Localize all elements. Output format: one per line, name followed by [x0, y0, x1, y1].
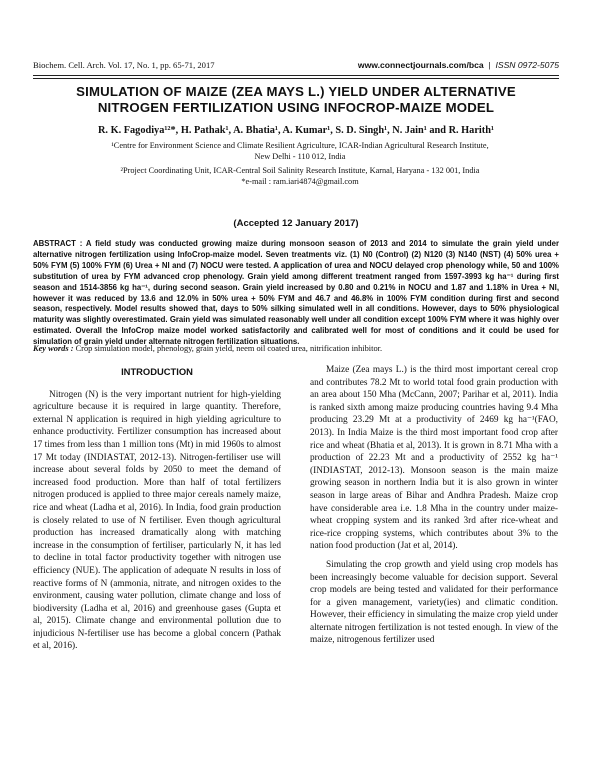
column-left — [33, 364, 281, 653]
issn: ISSN 0972-5075 — [495, 60, 559, 70]
affiliation-2 — [60, 166, 540, 187]
section-heading-introduction: INTRODUCTION — [121, 366, 193, 377]
header-rule-thin — [33, 78, 559, 79]
paper-title — [33, 84, 559, 116]
title-line-1: SIMULATION OF MAIZE (ZEA MAYS L.) YIELD UNDER ALTERNATIVE — [76, 84, 516, 99]
keywords — [33, 344, 559, 353]
affiliation-1-line2: New Delhi - 110 012, India — [254, 151, 346, 161]
intro-paragraph-1: Nitrogen (N) is the very important nutrient for high-yielding agriculture because it is required in large quantity. Therefore, external N application is required in high yielding agriculture to enhance productivity. Fertilizer consumption has increased about 17 times from less than 1 million tons (Mt) in mid 1960s to almost 17 Mt today (INDIASTAT, 2012-13). Nitrogen-fertiliser use will increase about several folds by 2050 to meet the demand of increased food production. More than half of total fertilizers nitrogen produced is applied to three major cereals namely maize, rice and wheat (Ladha et al, 2016). In India, food grain production is closely related to use of N fertiliser. Even though agricultural production has increased dramatically along with matching increase in the consumption of fertiliser, particularly N, it has led to decline in total factor productivity together with nitrogen use efficiency (NUE). The application of adequate N results in loss of reactive forms of N (ammonia, nitrate, and nitrogen oxides to the environment, causing water pollution, climate change and loss of biodiversity (Ladha et al, 2016) and greenhouse gases (Gupta et al, 2015). Climate change and environmental pollution due to injudicious N-fertiliser use has become a global concern (Pathak et al, 2016). — [33, 389, 281, 652]
journal-citation: Biochem. Cell. Arch. Vol. 17, No. 1, pp. 65-71, 2017 — [33, 60, 215, 70]
keywords-label: Key words : — [33, 344, 74, 353]
abstract: ABSTRACT : A field study was conducted growing maize during monsoon season of 2013 and 2014 to simulate the grain yield under alternative nitrogen fertilization using InfoCrop-maize model. Seven treatments viz. (1) N0 (Control) (2) N120 (3) N140 (NST) (4) 50% urea + 50% FYM (5) 100% FYM (6) Urea + NI and (7) NOCU were tested. A application of urea and NOCU delayed crop phenology while, 50 and 100% substitution of urea by FYM advanced crop phenology. Grain yield among different treatment ranged from 1597-3993 kg ha⁻¹ during first season and 1514-3856 kg ha⁻¹, during second season. Grain yield increased by 0.80 and 0.21% in NOCU and 1.87 and 1.18% in Urea + NI, however it was reduced by 13.6 and 12.0% in 50% urea + 50% FYM and 46.7 and 46.8% in 100% FYM condition during first and second season, respectively. Model results showed that, days to 50% silking simulated well in all conditions. However, days to 50% physiological maturity was slightly overestimated. Grain yield was simulated reasonably well under all condition except 100% FYM where it was highly over estimated. Overall the InfoCrop maize model worked satisfactorily and calibrated well for most of conditions and it could be used for simulation of grain yield under alternate nitrogen fertilization situations. — [33, 239, 559, 347]
running-header — [33, 60, 559, 74]
corresponding-email[interactable]: *e-mail : ram.iari4874@gmail.com — [241, 176, 359, 186]
header-rule — [33, 75, 559, 76]
header-right: www.connectjournals.com/bca | ISSN 0972-5075 — [357, 60, 559, 70]
intro-paragraph-3: Simulating the crop growth and yield using crop models has been increasingly become valuable for decision support. Several crop models are being tested and validated for their performance for a given management, variety(ies) and climatic condition. However, their efficiency in simulating the maize crop yield under alternate nitrogen fertilization is not tested enough. In view of the maize, nitrogenous fertilizer used — [310, 559, 558, 646]
affiliation-1-line1: ¹Centre for Environment Science and Climate Resilient Agriculture, ICAR-Indian Agricultural Research Institute, — [111, 141, 489, 150]
author-list: R. K. Fagodiya¹²*, H. Pathak¹, A. Bhatia¹, A. Kumar¹, S. D. Singh¹, N. Jain¹ and R. Harith¹ — [97, 125, 495, 136]
title-line-2: NITROGEN FERTILIZATION USING INFOCROP-MAIZE MODEL — [97, 100, 495, 115]
journal-website[interactable]: www.connectjournals.com/bca — [357, 60, 484, 70]
affiliation-2-line1: ²Project Coordinating Unit, ICAR-Central Soil Salinity Research Institute, Karnal, Haryana - 132 001, India — [120, 166, 480, 175]
affiliation-1 — [60, 141, 540, 162]
accepted-date: (Accepted 12 January 2017) — [233, 218, 359, 229]
keywords-text: Crop simulation model, phenology, grain yield, neem oil coated urea, nitrification inhibitor. — [75, 344, 383, 353]
column-right — [310, 364, 558, 647]
intro-paragraph-2: Maize (Zea mays L.) is the third most important cereal crop and contributes 78.2 Mt to world total food grain production with an area about 150 Mha (McCann, 2007; Parihar et al, 2011). India is ranked sixth among maize producing countries having 9.4 Mha producing 23.29 Mt at a productivity of 2469 kg ha⁻¹(FAO, 2013). In India Maize is the third most important food crop after rice and wheat (Bhatia et al, 2013). It is grown in 8.71 Mha with a production of 22.23 Mt and a productivity of 2552 kg ha⁻¹ (INDIASTAT, 2012-13). Monsoon season is the main maize growing season in northern India but it is also grown in winter season in large areas of Bihar and Andhra Pradesh. Maize crop have considerable area i.e. 1.8 Mha in the country under maize-wheat cropping system and its ranked 3rd after rice-wheat and rice-rice cropping systems, which contributes about 3% to the nation food production (Jat et al, 2014). — [310, 365, 558, 552]
